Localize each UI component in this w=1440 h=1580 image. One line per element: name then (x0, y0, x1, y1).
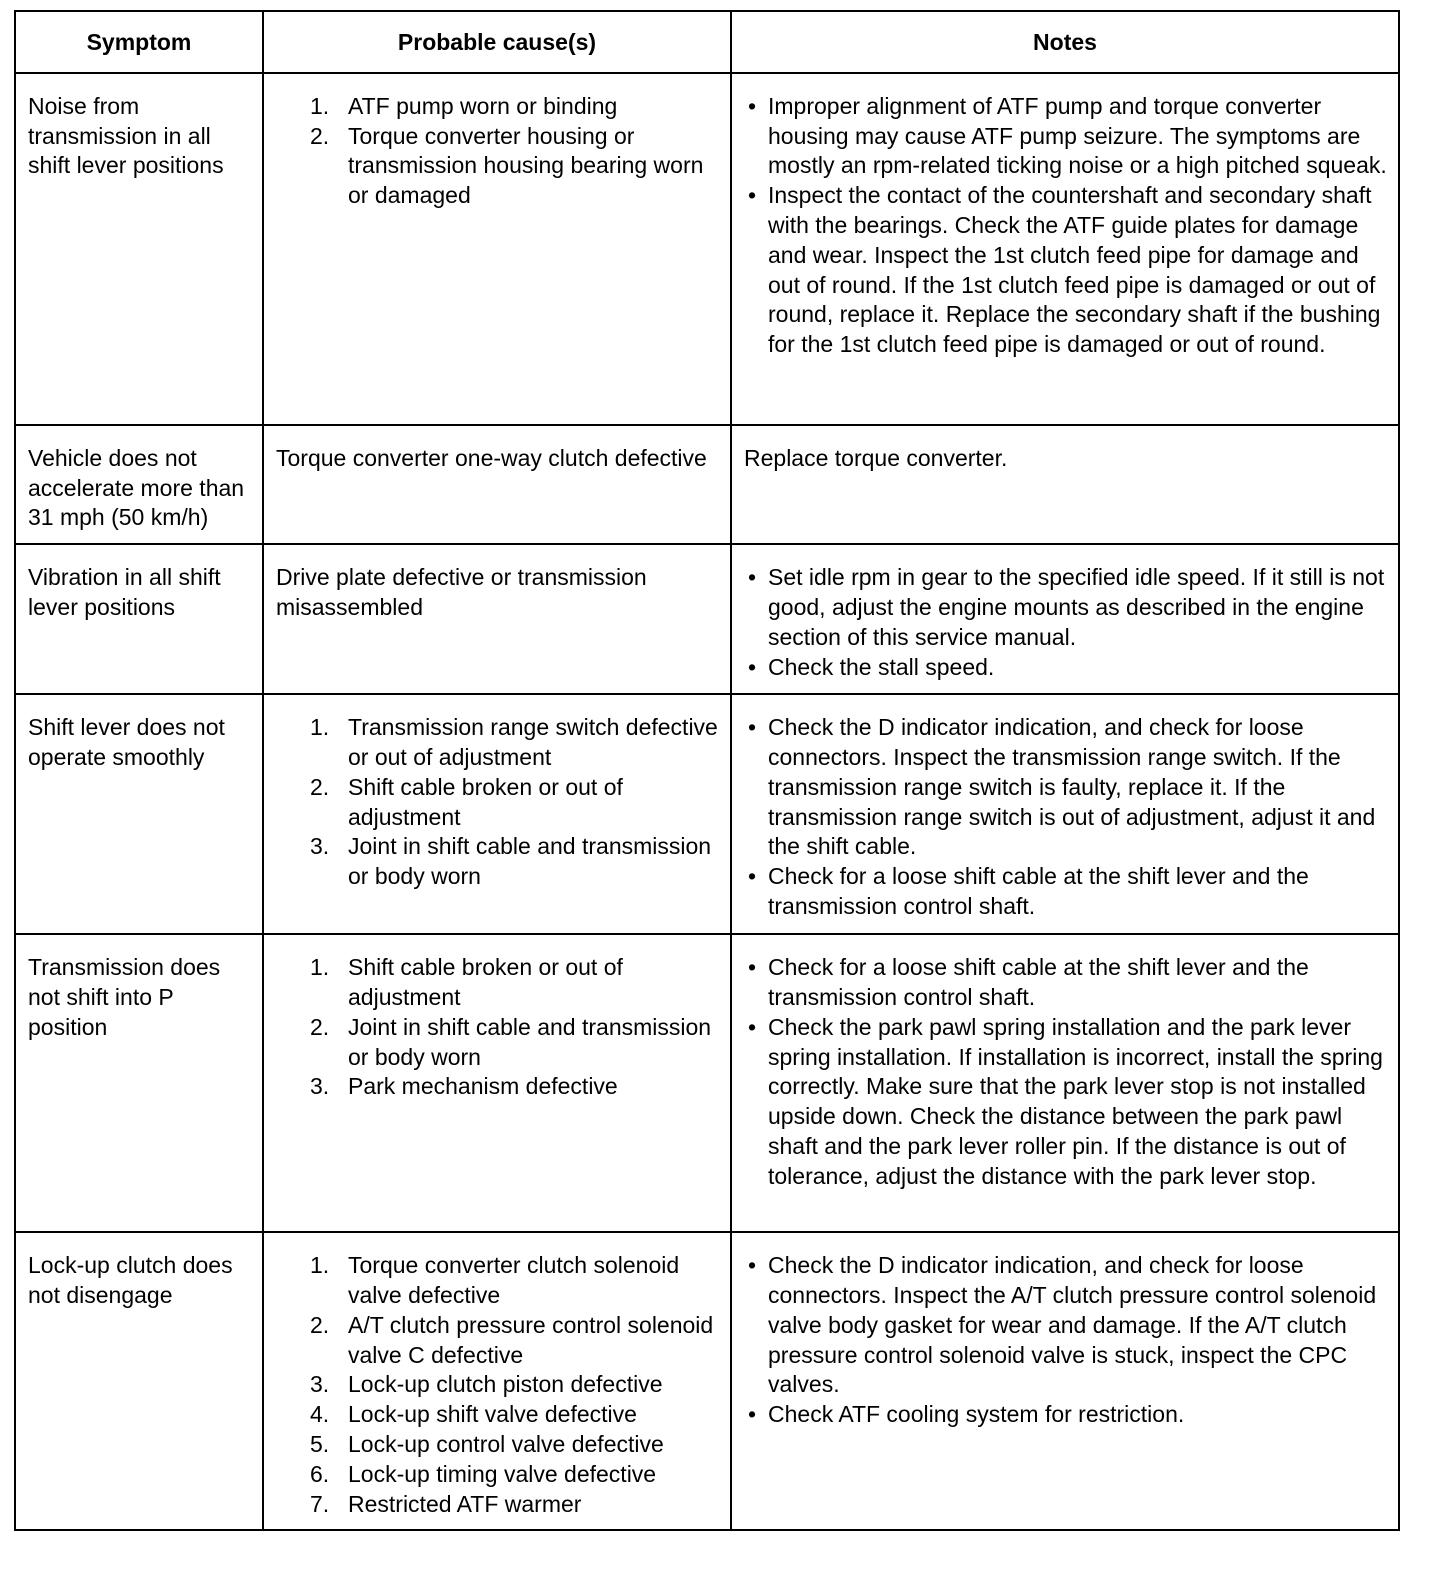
cause-item (276, 92, 720, 122)
note-item (744, 713, 1388, 862)
cause-cell (263, 544, 731, 694)
table-row (15, 1232, 1399, 1530)
note-text: Set idle rpm in gear to the specified idle speed. If it still is not good, adjust the engine mounts as described in the engine section of this service manual. (768, 564, 1385, 650)
symptom-text: Lock-up clutch does not disengage (28, 1252, 233, 1308)
table-row (15, 425, 1399, 544)
note-text: Check for a loose shift cable at the shift lever and the transmission control shaft. (768, 863, 1309, 919)
cause-text: Shift cable broken or out of adjustment (348, 773, 623, 830)
note-item (744, 563, 1388, 652)
note-text: Check for a loose shift cable at the shift lever and the transmission control shaft. (768, 954, 1309, 1010)
cause-text: Torque converter one-way clutch defective (276, 444, 707, 471)
cause-item (276, 1251, 720, 1311)
bullet-icon: • (748, 653, 757, 680)
cause-cell (263, 694, 731, 934)
cause-item (276, 1072, 720, 1102)
notes-cell (731, 73, 1399, 425)
notes-list (744, 953, 1388, 1191)
cause-number: 6. (310, 1460, 330, 1487)
bullet-icon: • (748, 1401, 757, 1428)
bullet-icon: • (748, 714, 757, 741)
cause-cell (263, 73, 731, 425)
symptom-text: Vibration in all shift lever positions (28, 564, 221, 620)
symptom-text: Noise from transmission in all shift lever positions (28, 92, 224, 179)
cause-item (276, 1370, 720, 1400)
cause-text: Restricted ATF warmer (348, 1490, 582, 1517)
cause-item (276, 1430, 720, 1460)
note-text: Improper alignment of ATF pump and torque converter housing may cause ATF pump seizure. The symptoms are mostly an rpm-related ticking noise or a high pitched squeak. (768, 92, 1387, 179)
notes-cell (731, 425, 1399, 544)
table-row (15, 934, 1399, 1232)
note-item (744, 953, 1388, 1013)
symptom-cell (15, 934, 263, 1232)
note-item (744, 1400, 1388, 1430)
cause-number: 7. (310, 1490, 330, 1517)
cause-text: Drive plate defective or transmission misassembled (276, 564, 647, 620)
cause-number: 1. (310, 92, 330, 119)
cause-item (276, 953, 720, 1013)
bullet-icon: • (748, 92, 757, 119)
cause-text: Torque converter clutch solenoid valve defective (348, 1252, 680, 1308)
note-item (744, 862, 1388, 922)
probable-cause-header: Probable cause(s) (263, 11, 731, 73)
cause-text: Lock-up clutch piston defective (348, 1371, 663, 1398)
cause-text: ATF pump worn or binding (348, 92, 618, 119)
symptom-cell (15, 694, 263, 934)
cause-number: 4. (310, 1401, 330, 1428)
table-row (15, 694, 1399, 934)
cause-list (276, 1251, 720, 1519)
cause-number: 3. (310, 833, 330, 860)
cause-text: Lock-up control valve defective (348, 1430, 664, 1457)
note-text: Check ATF cooling system for restriction. (768, 1401, 1185, 1428)
cause-text: Shift cable broken or out of adjustment (348, 954, 623, 1010)
cause-text: Lock-up timing valve defective (348, 1460, 657, 1487)
cause-number: 1. (310, 1252, 330, 1279)
cause-number: 5. (310, 1430, 330, 1457)
cause-list (276, 953, 720, 1102)
note-item (744, 92, 1388, 181)
cause-item (276, 1311, 720, 1371)
note-text: Check the D indicator indication, and check for loose connectors. Inspect the A/T clutch pressure control solenoid valve body gasket for wear and damage. If the A/T clutch pressure control solenoid valve is stuck, inspect the CPC valves. (768, 1252, 1377, 1398)
cause-number: 2. (310, 1013, 330, 1040)
notes-cell (731, 1232, 1399, 1530)
cause-item (276, 773, 720, 833)
symptom-cell (15, 425, 263, 544)
note-item (744, 1013, 1388, 1192)
cause-text: Park mechanism defective (348, 1073, 618, 1100)
bullet-icon: • (748, 182, 757, 209)
bullet-icon: • (748, 863, 757, 890)
notes-cell (731, 934, 1399, 1232)
bullet-icon: • (748, 954, 757, 981)
notes-list (744, 713, 1388, 922)
cause-item (276, 1013, 720, 1073)
troubleshooting-table (14, 10, 1400, 1531)
notes-header: Notes (731, 11, 1399, 73)
symptom-cell (15, 544, 263, 694)
header-row (15, 11, 1399, 73)
table-row (15, 73, 1399, 425)
cause-text: A/T clutch pressure control solenoid valve C defective (348, 1311, 714, 1368)
cause-number: 1. (310, 954, 330, 981)
symptom-header: Symptom (15, 11, 263, 73)
cause-item (276, 1460, 720, 1490)
cause-item (276, 1490, 720, 1520)
cause-cell (263, 425, 731, 544)
cause-number: 2. (310, 122, 330, 149)
cause-number: 1. (310, 714, 330, 741)
cause-cell (263, 1232, 731, 1530)
cause-text: Joint in shift cable and transmission or body worn (348, 1013, 712, 1070)
symptom-text: Vehicle does not accelerate more than 31 mph (50 km/h) (28, 444, 245, 531)
cause-text: Transmission range switch defective or out of adjustment (348, 714, 718, 770)
notes-list (744, 563, 1388, 682)
symptom-cell (15, 1232, 263, 1530)
cause-list (276, 713, 720, 892)
cause-item (276, 832, 720, 892)
bullet-icon: • (748, 564, 757, 591)
cause-number: 2. (310, 773, 330, 800)
cause-text: Lock-up shift valve defective (348, 1401, 637, 1428)
note-text: Replace torque converter. (744, 444, 1008, 471)
notes-cell (731, 694, 1399, 934)
note-item (744, 1251, 1388, 1400)
symptom-text: Transmission does not shift into P position (28, 954, 221, 1040)
note-text: Check the stall speed. (768, 653, 995, 680)
troubleshooting-table-container (14, 10, 1398, 1531)
symptom-text: Shift lever does not operate smoothly (28, 714, 225, 770)
notes-list (744, 92, 1388, 360)
bullet-icon: • (748, 1252, 757, 1279)
cause-number: 2. (310, 1311, 330, 1338)
cause-text: Joint in shift cable and transmission or body worn (348, 833, 712, 890)
notes-list (744, 1251, 1388, 1430)
note-item (744, 653, 1388, 683)
cause-number: 3. (310, 1371, 330, 1398)
note-text: Check the D indicator indication, and check for loose connectors. Inspect the transmission range switch. If the transmission range switch is faulty, replace it. If the transmission range switch is out of adjustment, adjust it and the shift cable. (768, 714, 1376, 860)
cause-item (276, 122, 720, 211)
cause-text: Torque converter housing or transmission housing bearing worn or damaged (348, 122, 704, 209)
table-row (15, 544, 1399, 694)
symptom-cell (15, 73, 263, 425)
note-text: Check the park pawl spring installation and the park lever spring installation. If installation is incorrect, install the spring correctly. Make sure that the park lever stop is not installed upside down. Check the distance between the park pawl shaft and the park lever roller pin. If the distance is out of tolerance, adjust the distance with the park lever stop. (768, 1013, 1383, 1189)
cause-number: 3. (310, 1073, 330, 1100)
note-text: Inspect the contact of the countershaft and secondary shaft with the bearings. Check the ATF guide plates for damage and wear. Inspect the 1st clutch feed pipe for damage and out of round. If the 1st clutch feed pipe is damaged or out of round, replace it. Replace the secondary shaft if the bushing for the 1st clutch feed pipe is damaged or out of round. (768, 182, 1381, 358)
cause-item (276, 1400, 720, 1430)
cause-list (276, 92, 720, 211)
cause-cell (263, 934, 731, 1232)
bullet-icon: • (748, 1013, 757, 1040)
cause-item (276, 713, 720, 773)
notes-cell (731, 544, 1399, 694)
note-item (744, 181, 1388, 360)
